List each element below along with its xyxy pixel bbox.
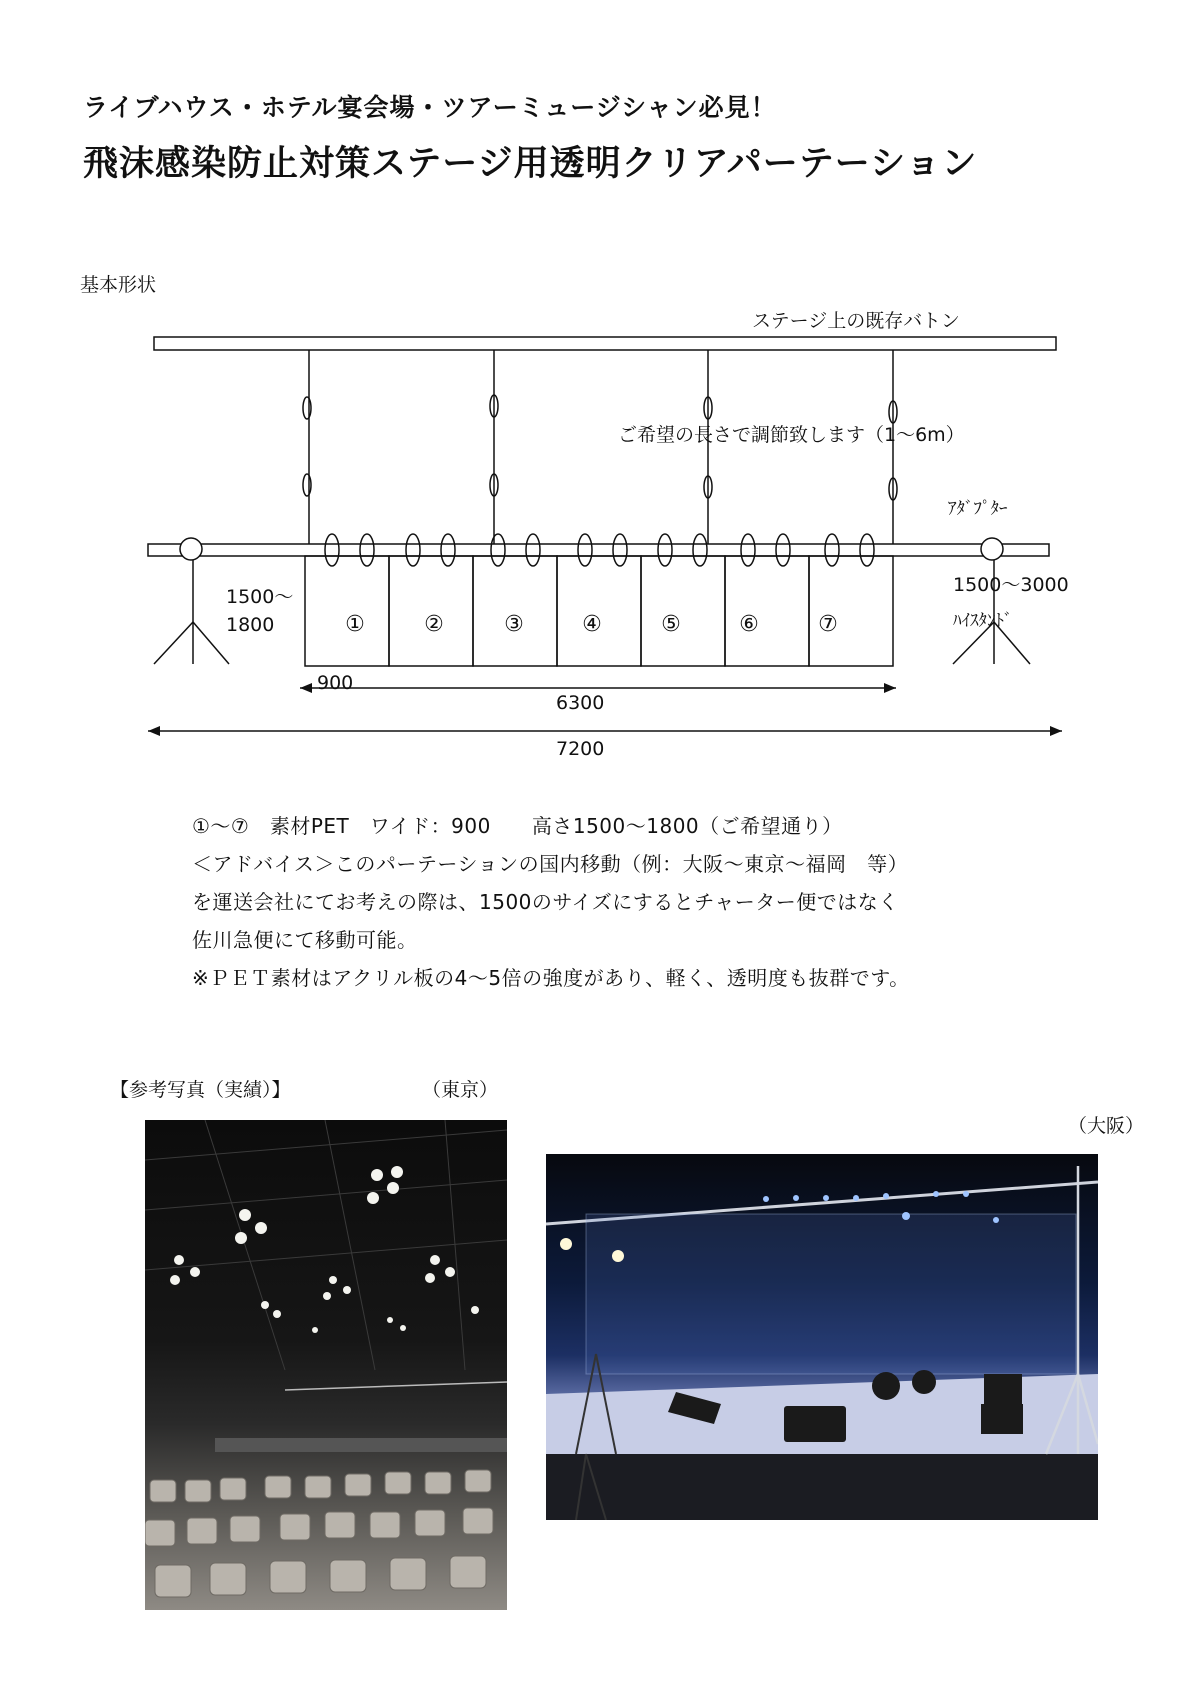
panel-number: ⑦ [818,612,838,637]
stage-baton [154,337,1056,350]
panel-number: ③ [504,612,524,637]
hanging-cords [303,350,897,544]
adapter-label: ｱﾀﾞﾌﾟﾀｰ [948,499,1008,519]
section-label-shape: 基本形状 [80,274,157,296]
panel-number: ② [424,612,444,637]
adjust-length-label: ご希望の長さで調節致します（1〜6m） [618,424,965,446]
subtitle: ライブハウス・ホテル宴会場・ツアーミュージシャン必見！ [83,93,777,122]
tokyo-venue-photo [145,1120,507,1610]
panel-2 [389,556,473,666]
panel-1 [305,556,389,666]
note-line-2: ＜アドバイス＞このパーテーションの国内移動（例：大阪〜東京〜福岡 等） [192,852,909,876]
dim-total-width: 7200 [556,738,605,760]
height-left-label-1: 1500〜 [226,586,294,608]
panel-7 [809,556,893,666]
note-line-5: ※ＰＥＴ素材はアクリル板の4〜5倍の強度があり、軽く、透明度も抜群です。 [192,966,910,990]
panel-5 [641,556,725,666]
height-right-label: 1500〜3000 [953,574,1069,596]
photos-section-label: 【参考写真（実績）】 [110,1079,291,1101]
panel-3 [473,556,557,666]
partition-diagram [0,0,1200,800]
height-left-label-2: 1800 [226,614,275,636]
osaka-label: （大阪） [1068,1115,1145,1137]
dimension-arrows [148,683,1062,736]
note-line-4: 佐川急便にて移動可能。 [192,928,418,952]
note-line-1: ①〜⑦ 素材PET ワイド：900 高さ1500〜1800（ご希望通り） [192,814,843,838]
adapter-bar [148,544,1049,556]
panel-number: ① [345,612,365,637]
panel-number: ⑥ [739,612,759,637]
right-high-stand [953,538,1030,664]
left-high-stand [154,538,229,664]
dim-panel-width: 900 [317,672,354,694]
note-line-3: を運送会社にてお考えの際は、1500のサイズにするとチャーター便ではなく [192,890,899,914]
panel-number: ⑤ [661,612,681,637]
tokyo-label: （東京） [422,1079,499,1101]
dim-panels-total: 6300 [556,692,605,714]
partition-panels [305,556,893,666]
stand-label: ﾊｲｽﾀﾝﾄﾞ [953,611,1013,631]
page-title: 飛沫感染防止対策ステージ用透明クリアパーテーション [83,144,978,184]
panel-4 [557,556,641,666]
baton-label: ステージ上の既存バトン [752,310,960,332]
panel-6 [725,556,809,666]
panel-number: ④ [582,612,602,637]
osaka-venue-photo [546,1154,1098,1520]
